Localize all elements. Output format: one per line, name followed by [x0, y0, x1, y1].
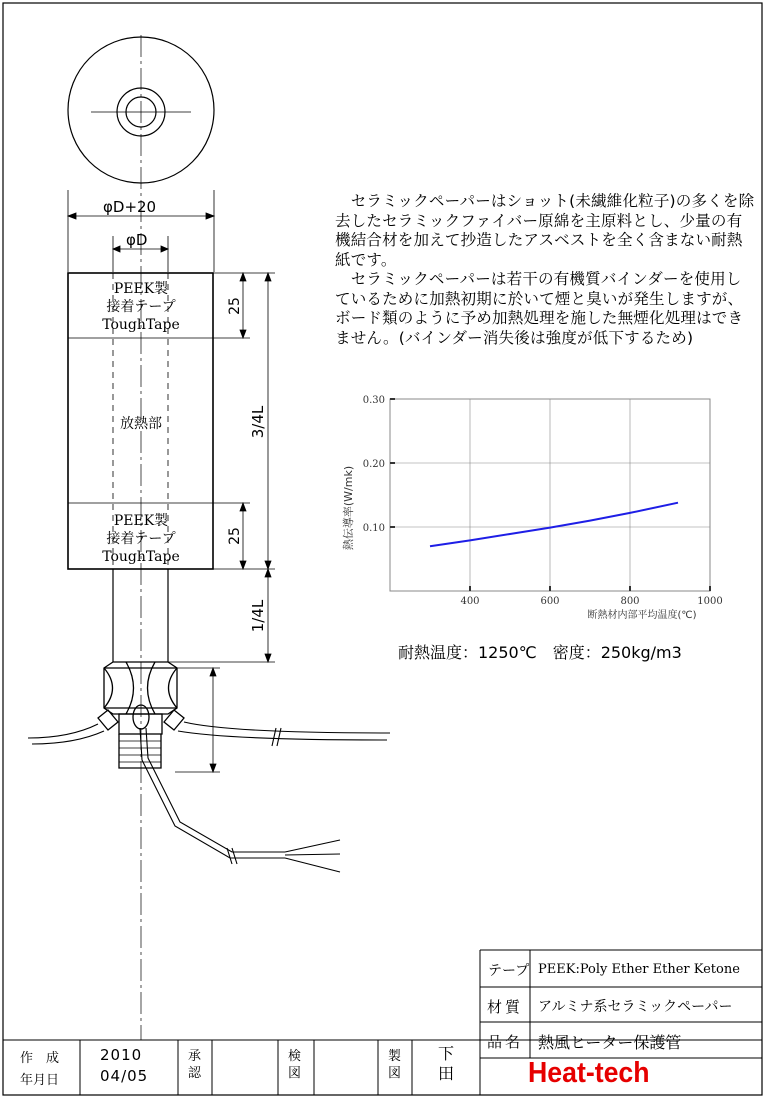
heat-dissipation-label: 放熱部	[120, 416, 162, 432]
chart-ytick-label: 0.20	[362, 459, 385, 470]
product-value: 熱風ヒーター保護管	[538, 1033, 682, 1052]
chart-ytick-label: 0.10	[362, 523, 385, 534]
spec-line: 耐熱温度：1250℃ 密度：250kg/m3	[398, 643, 682, 662]
chart-xtick-label: 1000	[697, 596, 723, 607]
draft-name: 下田	[438, 1044, 455, 1083]
wires	[28, 722, 390, 872]
made-label-1: 作 成	[20, 1051, 60, 1066]
chart-ylabel: 熱伝導率(W/mk)	[342, 465, 355, 551]
material-label: 材質	[487, 998, 524, 1016]
material-description: セラミックペーパーはショット(未繊維化粒子)の多くを除去したセラミックファイバー原綿を主原料とし、少量の有機結合材を加えて抄造したアスベストを全く含まない耐熱紙です。 セラミックペーパーは若干の有機質バインダーを使用しているために加熱初期に於いて煙と臭いが発生しますが、ボード類のように予め加熱処理を施した無煙化処理はできません。(バインダー消失後は強度が低下するため)	[335, 192, 755, 347]
product-label: 品名	[487, 1033, 524, 1051]
chart	[341, 395, 723, 621]
dim-3-4l: 3/4L	[249, 405, 267, 439]
top-tape-line3: ToughTape	[102, 317, 180, 333]
top-tape-line2: 接着テープ	[106, 299, 176, 315]
bottom-tape-line2: 接着テープ	[106, 531, 176, 547]
chart-series-line	[430, 503, 678, 547]
chart-xtick-label: 800	[620, 596, 640, 607]
vertical-dimensions	[168, 273, 275, 772]
chart-grid	[390, 399, 710, 591]
chart-ytick-label: 0.30	[362, 395, 385, 406]
date-year: 2010	[100, 1046, 143, 1064]
bottom-tape-line3: ToughTape	[102, 549, 180, 565]
dim-phi-d-label: φD	[126, 231, 148, 249]
brand-logo: Heat-tech	[528, 1057, 650, 1089]
bottom-tape-line1: PEEK製	[113, 513, 169, 529]
tape-label: テープ	[488, 963, 530, 979]
check-label: 検図	[288, 1049, 302, 1081]
chart-xtick-label: 400	[460, 596, 480, 607]
top-tape-line1: PEEK製	[113, 281, 169, 297]
material-value: アルミナ系セラミックペーパー	[538, 999, 733, 1015]
made-label-2: 年月日	[20, 1073, 60, 1088]
dim-25-bottom: 25	[227, 527, 243, 545]
chart-xtick-label: 600	[540, 596, 560, 607]
draft-label: 製図	[388, 1049, 402, 1081]
chart-xlabel: 断熱材内部平均温度(℃)	[587, 610, 697, 621]
dim-phi-d20-label: φD+20	[103, 198, 157, 216]
tape-value: PEEK:Poly Ether Ether Ketone	[538, 962, 740, 977]
approve-label: 承認	[188, 1049, 202, 1081]
date-md: 04/05	[100, 1067, 149, 1085]
dim-25-top: 25	[227, 297, 243, 315]
chart-tick-labels	[363, 395, 723, 607]
dim-1-4l: 1/4L	[249, 599, 267, 633]
